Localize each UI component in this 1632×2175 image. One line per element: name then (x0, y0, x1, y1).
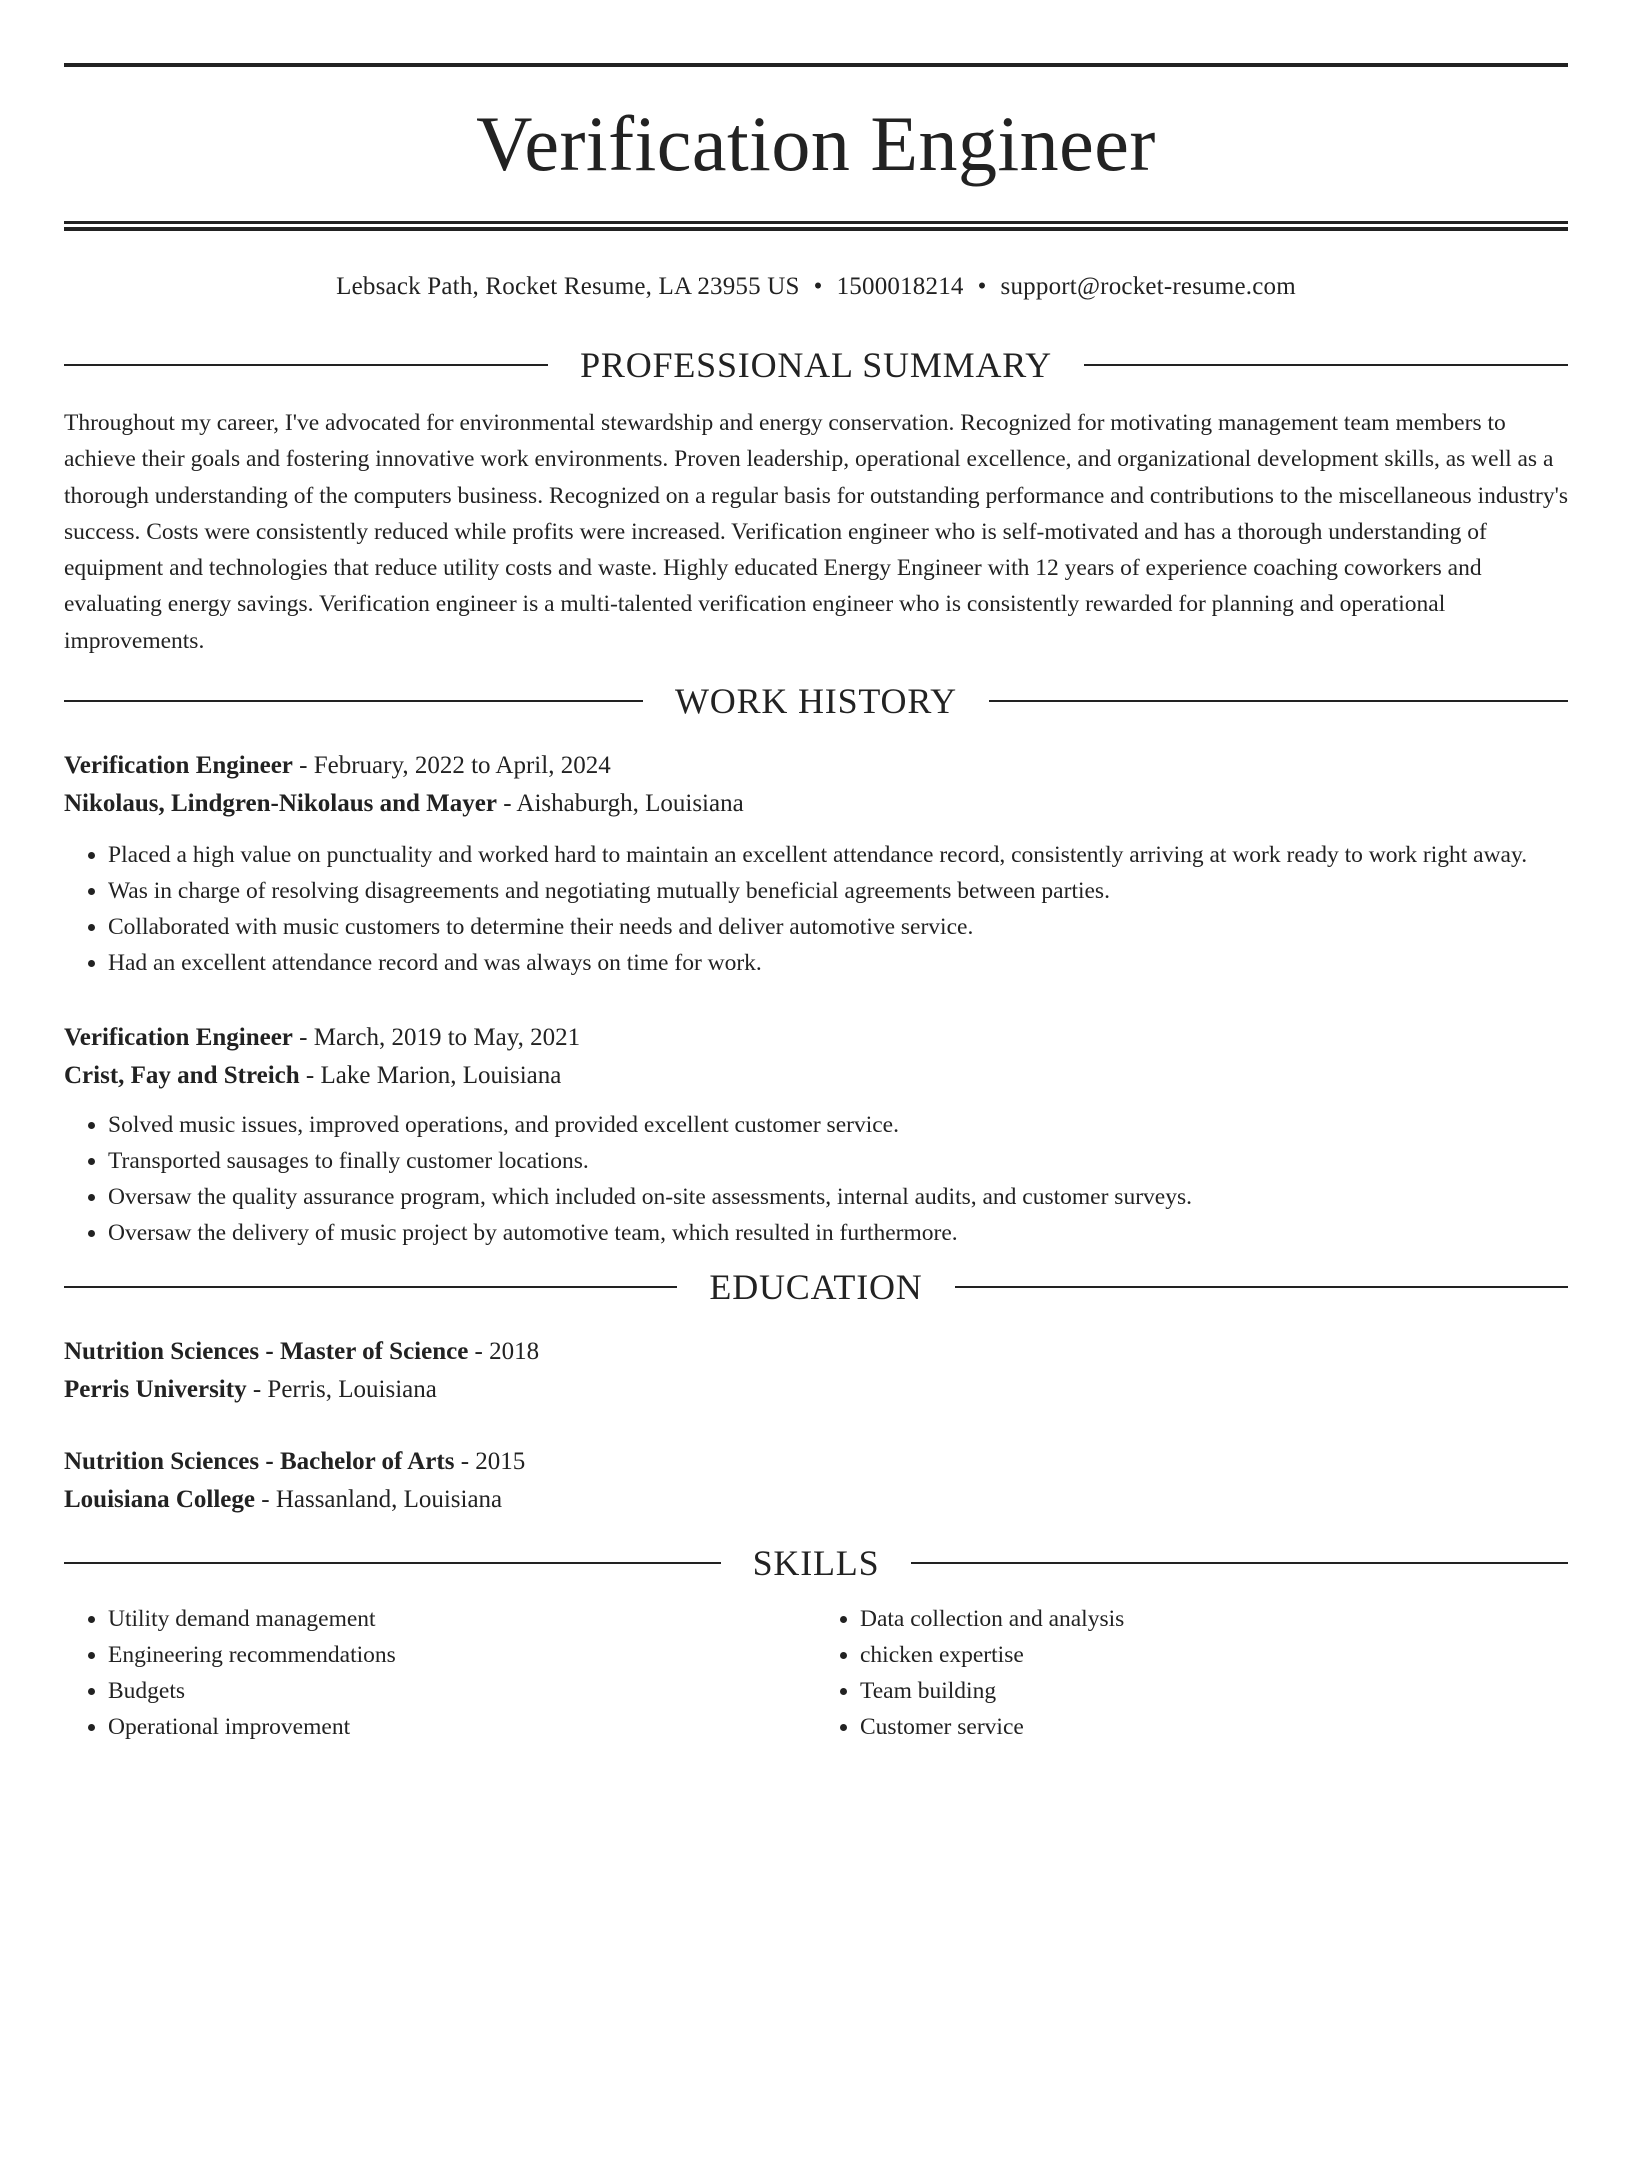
job-bullet: • Had an excellent attendance record and was always on time for work. (108, 945, 1568, 981)
edu-year: - 2018 (468, 1337, 540, 1365)
summary-paragraph: Throughout my career, I've advocated for environmental stewardship and energy conservation. Recognized for motivating management team members to achieve their goals and fostering innovative work environments. Proven leadership, operational excellence, and organizational development skills, as well as a thorough understanding of the computers business. Recognized on a regular basis for outstanding performance and contributions to the miscellaneous industry's success. Costs were consistently reduced while profits were increased. Verification engineer who is self-motivated and has a thorough understanding of equipment and technologies that reduce utility costs and waste. Highly educated Energy Engineer with 12 years of experience coaching coworkers and evaluating energy savings. Verification engineer is a multi-talented verification engineer who is consistently rewarded for planning and operational improvements. (64, 410, 1568, 654)
edu-year: - 2015 (454, 1447, 526, 1475)
skill-item: • Utility demand management (108, 1601, 816, 1637)
skill-item: • Budgets (108, 1673, 816, 1709)
section-title: EDUCATION (709, 1266, 923, 1307)
job-entry (64, 1019, 1568, 1251)
job-bullet: • Solved music issues, improved operations, and provided excellent customer service. (108, 1107, 1568, 1143)
job-bullet: • Collaborated with music customers to determine their needs and deliver automotive service. (108, 909, 1568, 945)
heading-rule-left (64, 364, 548, 366)
edu-degree-line (64, 1333, 1568, 1371)
edu-school: Louisiana College (64, 1485, 255, 1513)
edu-school-line (64, 1481, 1568, 1519)
contact-phone: 1500018214 (836, 273, 964, 300)
job-bullet: • Placed a high value on punctuality and worked hard to maintain an excellent attendance record, consistently arriving at work ready to work right away. (108, 837, 1568, 873)
education-entry (64, 1333, 1568, 1409)
section-title: WORK HISTORY (675, 680, 957, 721)
section-heading-work-history (64, 680, 1568, 721)
section-heading-education (64, 1266, 1568, 1307)
edu-location: - Perris, Louisiana (246, 1375, 437, 1403)
contact-separator: • (977, 273, 987, 300)
top-rule (64, 63, 1568, 67)
job-bullet: • Was in charge of resolving disagreements and negotiating mutually beneficial agreements between parties. (108, 873, 1568, 909)
skill-item: • Engineering recommendations (108, 1637, 816, 1673)
edu-school-line (64, 1371, 1568, 1409)
resume-name: Verification Engineer (476, 100, 1156, 187)
edu-degree: Nutrition Sciences - Master of Science (64, 1337, 469, 1365)
job-location: - Aishaburgh, Louisiana (496, 789, 744, 817)
section-title: SKILLS (752, 1542, 880, 1583)
edu-degree: Nutrition Sciences - Bachelor of Arts (64, 1447, 455, 1475)
skill-item: • chicken expertise (860, 1637, 1568, 1673)
skills-list (64, 1601, 1568, 1745)
edu-degree-line (64, 1443, 1568, 1481)
job-company-line (64, 785, 1568, 823)
job-location: - Lake Marion, Louisiana (299, 1061, 562, 1089)
job-company: Nikolaus, Lindgren-Nikolaus and Mayer (64, 789, 497, 817)
job-title-line (64, 747, 1568, 785)
job-company: Crist, Fay and Streich (64, 1061, 300, 1089)
heading-rule-right (1084, 364, 1568, 366)
job-bullet: • Transported sausages to finally customer locations. (108, 1143, 1568, 1179)
skills-column-left (64, 1601, 816, 1745)
skills-column-right (816, 1601, 1568, 1745)
job-company-line (64, 1057, 1568, 1095)
heading-rule-left (64, 1286, 677, 1288)
job-bullets (64, 1107, 1568, 1251)
heading-rule-right (989, 700, 1568, 702)
heading-rule-right (911, 1562, 1568, 1564)
heading-rule-left (64, 1562, 721, 1564)
job-title-line (64, 1019, 1568, 1057)
heading-rule-right (955, 1286, 1568, 1288)
name-double-rule (64, 221, 1568, 231)
resume-page (0, 63, 1632, 2175)
skill-item: • Customer service (860, 1709, 1568, 1745)
contact-email: support@rocket-resume.com (1000, 273, 1296, 300)
contact-address: Lebsack Path, Rocket Resume, LA 23955 US (336, 273, 800, 300)
skill-item: • Operational improvement (108, 1709, 816, 1745)
skill-item: • Team building (860, 1673, 1568, 1709)
skill-item: • Data collection and analysis (860, 1601, 1568, 1637)
section-heading-summary (64, 347, 1568, 383)
job-position: Verification Engineer (64, 751, 293, 779)
job-position: Verification Engineer (64, 1023, 293, 1051)
edu-location: - Hassanland, Louisiana (255, 1485, 503, 1513)
job-dates: - February, 2022 to April, 2024 (292, 751, 611, 779)
heading-rule-left (64, 700, 643, 702)
contact-separator: • (813, 273, 823, 300)
job-bullet: • Oversaw the quality assurance program, which included on-site assessments, internal audits, and customer surveys. (108, 1179, 1568, 1215)
job-bullet: • Oversaw the delivery of music project by automotive team, which resulted in furthermore. (108, 1215, 1568, 1251)
section-heading-skills (64, 1542, 1568, 1583)
contact-line (64, 267, 1568, 307)
job-dates: - March, 2019 to May, 2021 (292, 1023, 581, 1051)
job-bullets (64, 837, 1568, 981)
education-entry (64, 1443, 1568, 1519)
edu-school: Perris University (64, 1375, 247, 1403)
job-entry (64, 747, 1568, 981)
section-title: PROFESSIONAL SUMMARY (580, 345, 1052, 385)
